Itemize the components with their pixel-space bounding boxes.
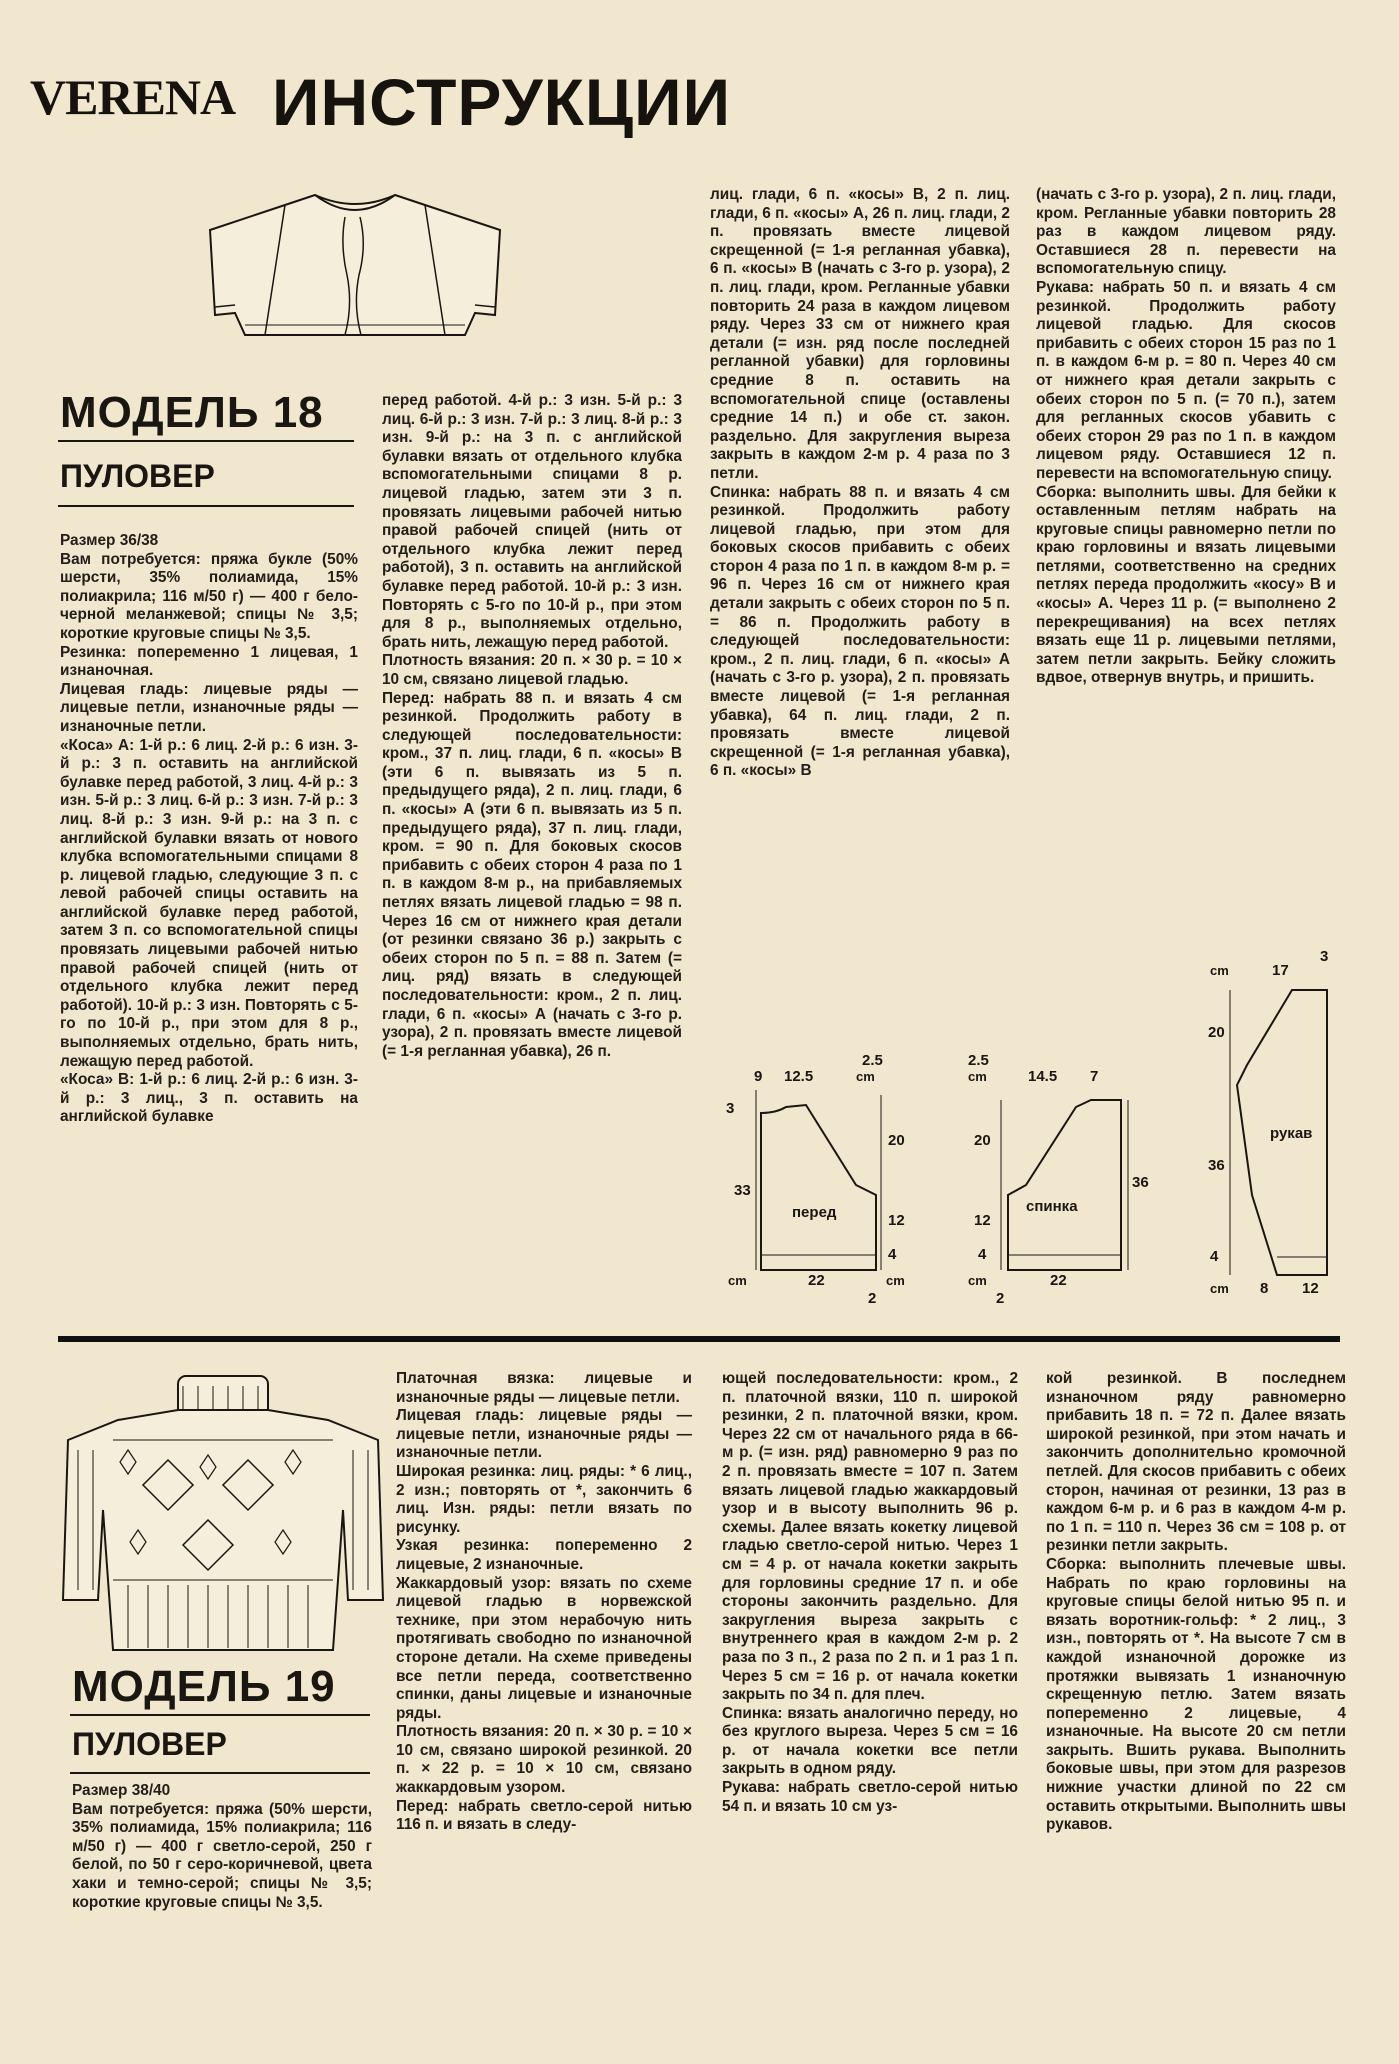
paragraph: Плотность вязания: 20 п. × 30 р. = 10 × 10 см, связано широкой резинкой. 20 п. × 22 р. = 10 × 10 см, связано жаккардовым узором. xyxy=(396,1723,692,1797)
paragraph: кой резинкой. В последнем изнаночном ряду равномерно прибавить 18 п. = 72 п. Далее вязать широкой резинкой, при этом начать и закончить дополнительно кромочной петлей. Для скосов прибавить с обеих сторон, начиная от резинки, 13 раз в каждом 6-м р. и 6 раз в каждом 4-м р. по 1 п. = 110 п. Через 36 см = 108 р. от резинки петли закрыть. xyxy=(1046,1370,1346,1555)
model-19-title: МОДЕЛЬ 19 xyxy=(72,1662,336,1711)
paragraph: Жаккардовый узор: вязать по схеме лицевой гладью в норвежской технике, при этом нерабочую нить протягивать свободно по изнаночной стороне детали. На схеме приведены все петли переда, соответственно спинки, даны лицевые и изнаночные ряды. xyxy=(396,1574,692,1722)
paragraph: Перед: набрать 88 п. и вязать 4 см резинкой. Продолжить работу в следующей последовательности: кром., 37 п. лиц. глади, 6 п. «косы» В (эти 6 п. вывязать из 5 п. предыдущего ряда), 2 п. лиц. глади, 6 п. «косы» А (эти 6 п. вывязать из 5 п. предыдущего ряда), 37 п. лиц. глади, кром. = 90 п. Для боковых скосов прибавить с обеих сторон 4 раза по 1 п. в каждом 8-м р., на прибавляемых петлях вязать лицевой гладью = 98 п. Через 16 см от нижнего края детали (от резинки связано 36 р.) закрыть с обеих сторон по 5 п. = 88 п. Затем (= лиц. ряд) вязать в следующей последовательности: кром., 2 п. лиц. глади, 6 п. «косы» А (начать с 3-го р. узора), 2 п. провязать вместе лицевой (= 1-я регланная убавка), 26 п. xyxy=(382,689,682,1060)
paragraph: Вам потребуется: пряжа букле (50% шерсти, 35% полиамида, 15% полиакрила; 116 м/50 г) — 400 г бело-черной меланжевой; спицы № 3,5; короткие круговые спицы № 3,5. xyxy=(60,550,358,642)
paragraph: «Коса» А: 1-й р.: 6 лиц. 2-й р.: 6 изн. 3-й р.: 3 п. оставить на английской булавке перед работой, 3 лиц. 4-й р.: 3 изн. 5-й р.: 3 лиц. 6-й р.: 3 изн. 7-й р.: 3 лиц. 8-й р.: 3 изн. 9-й р.: на 3 п. с английской булавки вязать от нового клубка вспомогательными спицами 8 р. лицевой гладью, следующие 3 п. с левой рабочей спицы оставить на английской булавке перед работой, затем 3 п. со вспомогательной спицы провязать лицевыми рабочей нитью правой рабочей спицей (нить от отдельного клубка лежит перед работой). 10-й р.: 3 изн. Повторять с 5-го по 10-й р., при этом для 8 р., выполняемых отдельно, брать нить, лежащую перед работой. xyxy=(60,736,358,1070)
sleeve-dim-bottom2: 12 xyxy=(1302,1280,1319,1297)
sleeve-dim-cm: cm xyxy=(1210,963,1229,978)
paragraph: Широкая резинка: лиц. ряды: * 6 лиц., 2 изн.; повторять от *, закончить 6 лиц. Изн. ряды: петли вязать по рисунку. xyxy=(396,1462,692,1536)
paragraph: Резинка: попеременно 1 лицевая, 1 изнаночная. xyxy=(60,643,358,680)
paragraph: (начать с 3-го р. узора), 2 п. лиц. глади, кром. Регланные убавки повторить 28 раз в каждом лицевом ряду. Оставшиеся 28 п. перевести на вспомогательную спицу. xyxy=(1036,186,1336,278)
section-divider xyxy=(58,1336,1340,1342)
back-dim-right-side: 36 xyxy=(1132,1174,1149,1191)
front-dim-cm-bottom: cm xyxy=(728,1273,747,1288)
paragraph: Платочная вязка: лицевые и изнаночные ряды — лицевые петли. xyxy=(396,1370,692,1406)
paragraph: лиц. глади, 6 п. «косы» В, 2 п. лиц. глади, 6 п. «косы» А, 26 п. лиц. глади, 2 п. провязать вместе лицевой скрещенной (= 1-я регланная убавка), 6 п. «косы» В (начать с 3-го р. узора), 2 п. лиц. глади, кром. Регланные убавки повторить 24 раза в каждом лицевом ряду. Через 33 см от нижнего края детали (= изн. ряд после последней регланной убавки) для горловины средние 8 п. оставить на вспомогательной спице (оставлены средние 14 п.) и обе ст. закон. раздельно. Для закругления выреза закрыть в каждом 2-м р. 4 раза по 3 петли. xyxy=(710,186,1010,482)
sweater-19-illustration xyxy=(58,1370,388,1660)
model-18-divider xyxy=(58,440,354,442)
paragraph: Рукава: набрать 50 п. и вязать 4 см резинкой. Продолжить работу лицевой гладью. Для скосов прибавить с обеих сторон 15 раз по 1 п. в каждом 6-м р. = 80 п. Через 40 см от нижнего края детали закрыть с обеих сторон по 5 п. (= 70 п.), затем для регланных скосов убавить с обеих сторон 29 раз по 1 п. в каждом лицевом ряду. Оставшиеся 12 п. перевести на вспомогательную спицу. xyxy=(1036,278,1336,482)
paragraph: Лицевая гладь: лицевые ряды — лицевые петли, изнаночные ряды — изнаночные петли. xyxy=(60,680,358,735)
back-dim-top3: 2.5 xyxy=(968,1052,989,1069)
model-18-subtitle: ПУЛОВЕР xyxy=(60,458,215,494)
paragraph: Спинка: набрать 88 п. и вязать 4 см резинкой. Продолжить работу лицевой гладью, при этом для боковых скосов прибавить с обеих сторон 4 раза по 1 п. в каждом 8-м р. = 96 п. Через 16 см от нижнего края детали закрыть с обеих сторон по 5 п. = 86 п. Продолжить работу в следующей последовательности: кром., 2 п. лиц. глади, 6 п. «косы» А (начать с 3-го р. узора), 2 п. провязать вместе лицевой (= 1-я регланная убавка), 64 п. лиц. глади, 2 п. провязать вместе лицевой скрещенной (= 1-я регланная убавка), 6 п. «косы» В xyxy=(710,483,1010,780)
back-schematic xyxy=(956,1045,1149,1310)
paragraph: Рукава: набрать светло-серой нитью 54 п. и вязать 10 см уз- xyxy=(722,1779,1018,1815)
back-dim-top1: 14.5 xyxy=(1028,1068,1058,1085)
sleeve-dim-left-mid: 36 xyxy=(1208,1157,1225,1174)
model-18-divider-2 xyxy=(58,505,354,507)
paragraph: Сборка: выполнить плечевые швы. Набрать по краю горловины на круговые спицы белой нитью 95 п. и вязать воротник-гольф: * 2 лиц., 3 изн., повторять от *. На высоте 7 см в каждой изнаночной дорожке из протяжки вывязать 1 изнаночную скрещенную петлю. Затем вязать попеременно 2 лицевые, 4 изнаночные. На высоте 20 см петли закрыть. Вшить рукава. Выполнить боковые швы, при этом для разрезов нижние участки длиной по 22 см оставить открытыми. Выполнить швы рукавов. xyxy=(1046,1555,1346,1834)
front-dim-cm-bottom-2: cm xyxy=(886,1273,905,1288)
front-dim-right-top: 20 xyxy=(888,1132,905,1149)
paragraph: «Коса» В: 1-й р.: 6 лиц. 2-й р.: 6 изн. 3-й р.: 3 лиц., 3 п. оставить на английской булавке xyxy=(60,1071,358,1126)
model-18-column-2 xyxy=(382,392,682,1322)
model-18-column-3 xyxy=(710,186,1010,921)
front-dim-left-top: 3 xyxy=(726,1100,735,1117)
back-dim-left-top: 20 xyxy=(974,1132,991,1149)
paragraph: перед работой. 4-й р.: 3 изн. 5-й р.: 3 лиц. 6-й р.: 3 изн. 7-й р.: 3 лиц. 8-й р.: 3 изн. 9-й р.: на 3 п. с английской булавки вязать от отдельного клубка вспомогательными спицами 8 р. лицевой гладью, затем эти 3 п. провязать лицевыми рабочей нитью правой рабочей спицей (нить от отдельного клубка лежит перед работой), 3 п. оставить на английской булавке перед работой. 10-й р.: 3 изн. Повторять с 5-го по 10-й р., при этом для 8 р., выполняемых отдельно, брать нить, лежащую перед работой. xyxy=(382,392,682,651)
paragraph: Сборка: выполнить швы. Для бейки к оставленным петлям набрать на круговые спицы равномерно петли по краю горловины и вязать лицевыми петлями, соответственно на средних петлях переда продолжить «косу» В и «косы» А. Через 11 р. (= выполнено 2 перекрещивания) на всех петлях вязать еще 11 р. лицевыми петлями, затем петли закрыть. Бейку сложить вдвое, отвернув внутрь, и пришить. xyxy=(1036,483,1336,687)
paragraph: Узкая резинка: попеременно 2 лицевые, 2 изнаночные. xyxy=(396,1537,692,1573)
sleeve-dim-top1: 17 xyxy=(1272,962,1289,979)
model-19-subtitle: ПУЛОВЕР xyxy=(72,1726,227,1762)
back-label: спинка xyxy=(1026,1198,1078,1215)
page-title: ИНСТРУКЦИИ xyxy=(272,65,732,139)
front-dim-rib: 4 xyxy=(888,1246,897,1263)
model-19-column-1 xyxy=(72,1782,372,1972)
model-19-divider-2 xyxy=(70,1772,370,1774)
front-dim-cm: cm xyxy=(856,1069,875,1084)
model-18-title: МОДЕЛЬ 18 xyxy=(60,388,324,437)
model-19-column-2 xyxy=(396,1370,692,1970)
model-19-column-3 xyxy=(722,1370,1018,1970)
paragraph: Вам потребуется: пряжа (50% шерсти, 35% полиамида, 15% полиакрила; 116 м/50 г) — 400 г светло-серой, 250 г белой, по 50 г серо-коричневой, цвета хаки и темно-серой; спицы № 3,5; короткие круговые спицы № 3,5. xyxy=(72,1800,372,1911)
sleeve-dim-bottom1: 8 xyxy=(1260,1280,1269,1297)
back-dim-top2: 7 xyxy=(1090,1068,1099,1085)
sleeve-dim-cm-bottom: cm xyxy=(1210,1281,1229,1296)
front-dim-right-bottom: 12 xyxy=(888,1212,905,1229)
paragraph: Перед: набрать светло-серой нитью 116 п. и вязать в следу- xyxy=(396,1797,692,1834)
model-18-column-4 xyxy=(1036,186,1336,866)
back-dim-cm: cm xyxy=(968,1069,987,1084)
sleeve-dim-rib: 4 xyxy=(1210,1248,1219,1265)
sleeve-dim-top2: 3 xyxy=(1320,948,1329,965)
back-dim-bottom: 22 xyxy=(1050,1272,1067,1289)
paragraph: Размер 38/40 xyxy=(72,1782,171,1799)
paragraph: Спинка: вязать аналогично переду, но без круглого выреза. Через 5 см = 16 р. от начала кокетки все петли закрыть в одном ряду. xyxy=(722,1704,1018,1778)
front-schematic xyxy=(716,1045,906,1310)
paragraph: Лицевая гладь: лицевые ряды — лицевые петли, изнаночные ряды — изнаночные петли. xyxy=(396,1407,692,1462)
back-dim-bottom2: 2 xyxy=(996,1290,1005,1307)
back-dim-cm-bottom: cm xyxy=(968,1273,987,1288)
paragraph: ющей последовательности: кром., 2 п. платочной вязки, 110 п. широкой резинки, 2 п. платочной вязки, кром. Через 22 см от начального ряда в 66-м р. (= изн. ряд) равномерно 9 раз по 2 п. провязать вместе = 107 п. Затем вязать лицевой гладью жаккардовый узор и в высоту выполнить 96 р. схемы. Далее вязать кокетку лицевой гладью светло-серой нитью. Через 1 см = 4 р. от начала кокетки закрыть для горловины средние 17 п. и обе стороны закончить раздельно. Для закругления выреза закрыть с внутреннего края в каждом 2-м р. 2 раза по 3 п., 2 раза по 2 п. и 1 раз 1 п. Через 5 см = 16 р. от начала кокетки закрыть по 34 п. для плеч. xyxy=(722,1370,1018,1704)
paragraph: Размер 36/38 xyxy=(60,532,159,549)
front-dim-top2: 12.5 xyxy=(784,1068,814,1085)
front-label: перед xyxy=(792,1204,837,1221)
front-dim-bottom2: 2 xyxy=(868,1290,877,1307)
model-19-divider xyxy=(70,1714,370,1716)
sweater-18-illustration xyxy=(195,185,515,360)
model-18-column-1 xyxy=(60,532,358,1322)
model-19-column-4 xyxy=(1046,1370,1346,1970)
back-dim-rib: 4 xyxy=(978,1246,987,1263)
front-dim-top3: 2.5 xyxy=(862,1052,883,1069)
front-dim-left-side: 33 xyxy=(734,1182,751,1199)
sleeve-label: рукав xyxy=(1270,1125,1313,1142)
front-dim-bottom: 22 xyxy=(808,1272,825,1289)
front-dim-top1: 9 xyxy=(754,1068,763,1085)
brand-logo: VERENA xyxy=(30,69,236,125)
sleeve-schematic xyxy=(1192,945,1352,1295)
paragraph: Плотность вязания: 20 п. × 30 р. = 10 × 10 см, связано лицевой гладью. xyxy=(382,652,682,688)
sleeve-dim-left-top: 20 xyxy=(1208,1024,1225,1041)
back-dim-left-bottom: 12 xyxy=(974,1212,991,1229)
